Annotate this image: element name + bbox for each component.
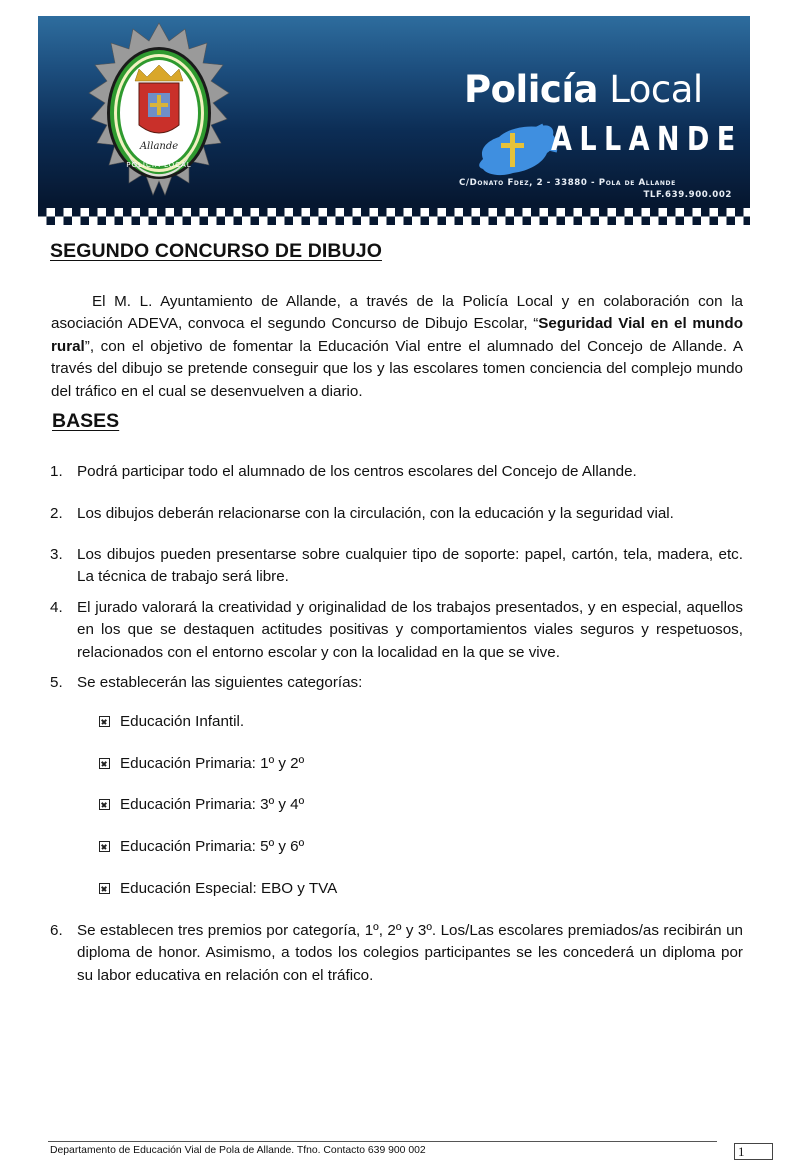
checker-square	[574, 217, 583, 226]
page-number: 1	[734, 1143, 773, 1160]
checker-square	[693, 217, 702, 226]
category-item	[99, 795, 304, 815]
checker-square	[531, 208, 540, 217]
checker-square	[319, 217, 328, 226]
checker-square	[64, 217, 73, 226]
checker-square	[276, 208, 285, 217]
checker-square	[735, 208, 744, 217]
checker-square	[727, 217, 736, 226]
checker-square	[234, 217, 243, 226]
checker-square	[55, 208, 64, 217]
item-text: Podrá participar todo el alumnado de los centros escolares del Concejo de Allande.	[77, 463, 637, 480]
item-number: 2.	[50, 505, 63, 522]
checked-box-icon	[99, 883, 110, 894]
checker-square	[259, 208, 268, 217]
checker-square	[344, 208, 353, 217]
checker-square	[166, 217, 175, 226]
base-item-3	[50, 544, 743, 589]
header-banner	[38, 16, 750, 225]
brand-light: Local	[609, 68, 703, 111]
base-item-1	[50, 461, 743, 483]
checker-square	[327, 208, 336, 217]
checker-square	[183, 217, 192, 226]
checker-square	[421, 217, 430, 226]
checker-square	[472, 217, 481, 226]
checker-square	[455, 217, 464, 226]
checker-square	[548, 208, 557, 217]
item-text: Los dibujos deberán relacionarse con la circulación, con la educación y la seguridad vial.	[77, 505, 674, 522]
contest-theme: Seguridad Vial en el mundo rural	[51, 315, 743, 355]
category-item	[99, 879, 337, 899]
checker-square	[285, 217, 294, 226]
checker-square	[446, 208, 455, 217]
checker-square	[540, 217, 549, 226]
category-item	[99, 712, 244, 732]
checked-box-icon	[99, 716, 110, 727]
checker-square	[412, 208, 421, 217]
asturias-cross-icon	[473, 119, 561, 181]
checker-square	[523, 217, 532, 226]
checked-box-icon	[99, 758, 110, 769]
badge-town-text: Allande	[139, 141, 179, 152]
brand-title	[464, 68, 703, 111]
category-label: Educación Primaria: 5º y 6º	[120, 838, 305, 855]
item-text: Los dibujos pueden presentarse sobre cualquier tipo de soporte: papel, cartón, tela, madera, etc. La técnica de trabajo será libre.	[77, 546, 743, 586]
checker-square	[557, 217, 566, 226]
checker-square	[268, 217, 277, 226]
checker-square	[387, 217, 396, 226]
category-item	[99, 837, 304, 857]
checker-square	[429, 208, 438, 217]
checker-band	[38, 208, 750, 225]
checker-square	[310, 208, 319, 217]
checker-square	[599, 208, 608, 217]
checker-square	[718, 208, 727, 217]
brand-bold: Policía	[464, 68, 598, 111]
checker-square	[616, 208, 625, 217]
checker-square	[497, 208, 506, 217]
checker-square	[404, 217, 413, 226]
category-label: Educación Primaria: 1º y 2º	[120, 755, 305, 772]
checker-square	[225, 208, 234, 217]
phone-text: TLF.639.900.002	[643, 190, 732, 200]
checker-square	[370, 217, 379, 226]
checker-square	[200, 217, 209, 226]
item-text: El jurado valorará la creatividad y originalidad de los trabajos presentados, y en especial, aquellos en los que se destaquen actitudes positivas y comportamientos viales seguros y respetuosos, relacionados con el entorno escolar y con la localidad en la que se vive.	[77, 599, 743, 661]
checker-square	[684, 208, 693, 217]
checker-square	[744, 217, 751, 226]
checker-square	[72, 208, 81, 217]
checker-square	[115, 217, 124, 226]
checker-square	[514, 208, 523, 217]
checker-square	[463, 208, 472, 217]
checker-square	[353, 217, 362, 226]
checker-square	[701, 208, 710, 217]
intro-part1: El M. L. Ayuntamiento de Allande, a través de la Policía Local y en colaboración con la asociación ADEVA, convoca el segundo Concurso de Dibujo Escolar, “	[51, 293, 743, 333]
checker-square	[149, 217, 158, 226]
footer-text: Departamento de Educación Vial de Pola de Allande. Tfno. Contacto 639 900 002	[50, 1145, 426, 1156]
address-text: C/Donato Fdez, 2 - 33880 - Pola de Allande	[459, 178, 676, 188]
document-title: SEGUNDO CONCURSO DE DIBUJO	[50, 240, 382, 262]
item-number: 5.	[50, 674, 63, 691]
base-item-5	[50, 672, 743, 694]
intro-part2: ”, con el objetivo de fomentar la Educación Vial entre el alumnado del Concejo de Allande. A través del dibujo se pretende conseguir que los y las escolares tomen conciencia del complejo mundo del tráfico en el cual se desenvuelven a diario.	[51, 337, 743, 400]
checker-square	[361, 208, 370, 217]
bases-heading: BASES	[52, 410, 120, 432]
checker-square	[123, 208, 132, 217]
base-item-2	[50, 503, 743, 525]
checker-square	[106, 208, 115, 217]
checker-square	[174, 208, 183, 217]
checker-square	[667, 208, 676, 217]
checker-square	[157, 208, 166, 217]
checker-square	[38, 208, 47, 217]
checker-square	[336, 217, 345, 226]
checker-square	[89, 208, 98, 217]
item-number: 6.	[50, 922, 63, 939]
checked-box-icon	[99, 841, 110, 852]
base-item-6	[50, 920, 743, 987]
item-number: 3.	[50, 546, 63, 563]
checker-square	[302, 217, 311, 226]
item-text: Se establecerán las siguientes categorías:	[77, 674, 363, 691]
checker-square	[565, 208, 574, 217]
category-label: Educación Primaria: 3º y 4º	[120, 796, 305, 813]
checker-square	[98, 217, 107, 226]
base-item-4	[50, 597, 743, 664]
category-label: Educación Infantil.	[120, 713, 245, 730]
checker-square	[438, 217, 447, 226]
intro-paragraph	[51, 291, 743, 403]
checker-square	[582, 208, 591, 217]
checker-square	[506, 217, 515, 226]
checked-box-icon	[99, 799, 110, 810]
checker-square	[140, 208, 149, 217]
footer-divider	[48, 1141, 717, 1142]
item-number: 4.	[50, 599, 63, 616]
category-label: Educación Especial: EBO y TVA	[120, 880, 338, 897]
checker-square	[378, 208, 387, 217]
checker-square	[132, 217, 141, 226]
item-number: 1.	[50, 463, 63, 480]
checker-square	[395, 208, 404, 217]
police-badge-logo	[85, 21, 233, 211]
checker-square	[650, 208, 659, 217]
checker-square	[676, 217, 685, 226]
checker-square	[251, 217, 260, 226]
town-name: ALLANDE	[551, 119, 743, 158]
checker-square	[47, 217, 56, 226]
checker-square	[489, 217, 498, 226]
checker-square	[633, 208, 642, 217]
checker-square	[81, 217, 90, 226]
checker-square	[242, 208, 251, 217]
checker-square	[608, 217, 617, 226]
checker-square	[293, 208, 302, 217]
checker-square	[625, 217, 634, 226]
checker-square	[591, 217, 600, 226]
checker-square	[217, 217, 226, 226]
checker-square	[710, 217, 719, 226]
checker-square	[191, 208, 200, 217]
category-item	[99, 754, 304, 774]
checker-square	[480, 208, 489, 217]
checker-square	[659, 217, 668, 226]
badge-police-text: POLICIA LOCAL	[126, 161, 192, 169]
checker-square	[642, 217, 651, 226]
checker-square	[208, 208, 217, 217]
item-text: Se establecen tres premios por categoría, 1º, 2º y 3º. Los/Las escolares premiados/as recibirán un diploma de honor. Asimismo, a todos los colegios participantes se les concederá un diploma por su labor educativa en relación con el tráfico.	[77, 922, 743, 984]
